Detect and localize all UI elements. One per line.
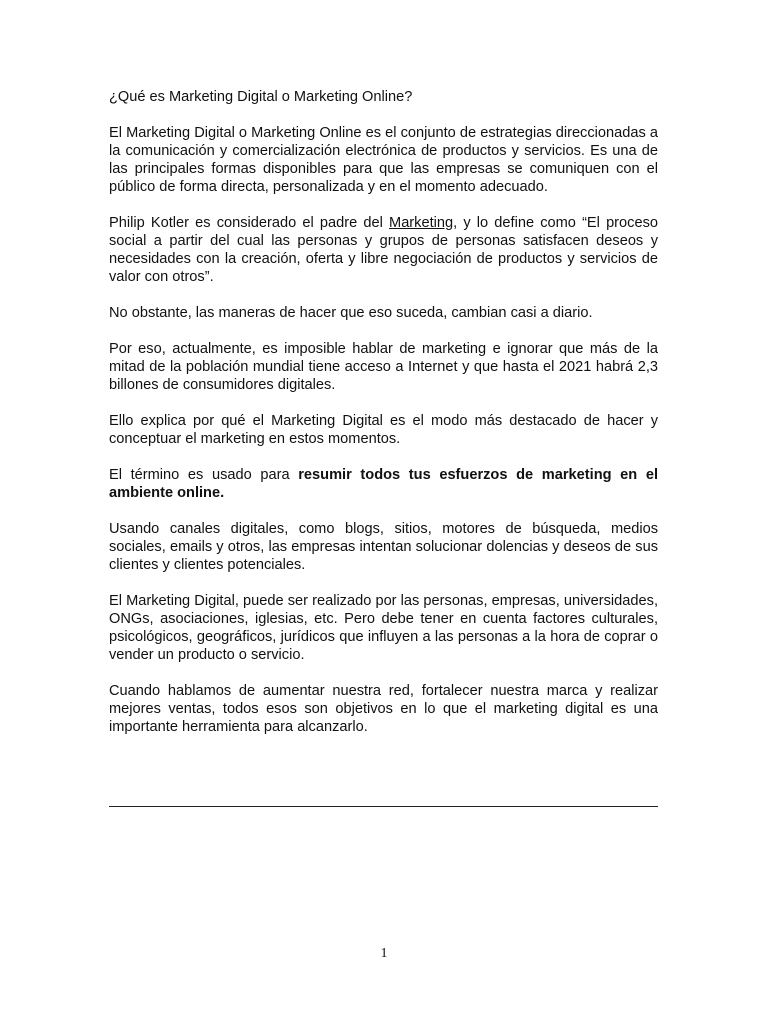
paragraph-termino (109, 466, 658, 502)
paragraph-definition: El Marketing Digital o Marketing Online es el conjunto de estrategias direccionadas a la comunicación y comercialización electrónica de productos y servicios. Es una de las principales formas disponibles para que las empresas se comuniquen con el público de forma directa, personalizada y en el momento adecuado. (109, 125, 658, 195)
paragraph-kotler-text-start: Philip Kotler es considerado el padre del (109, 215, 390, 231)
document-body (109, 88, 658, 754)
footer-divider (109, 806, 658, 807)
paragraph-no-obstante: No obstante, las maneras de hacer que eso suceda, cambian casi a diario. (109, 305, 593, 321)
page-number: 1 (380, 946, 388, 961)
paragraph-termino-bold: resumir todos tus esfuerzos de marketing en el ambiente online. (109, 467, 659, 501)
paragraph-canales: Usando canales digitales, como blogs, sitios, motores de búsqueda, medios sociales, emails y otros, las empresas intentan solucionar dolencias y deseos de sus clientes y clientes potenciales. (109, 521, 658, 573)
paragraph-por-eso: Por eso, actualmente, es imposible hablar de marketing e ignorar que más de la mitad de la población mundial tiene acceso a Internet y que hasta el 2021 habrá 2,3 billones de consumidores digitales. (109, 341, 658, 393)
paragraph-kotler-text-end: , y lo define como “El proceso social a partir del cual las personas y grupos de personas satisfacen deseos y necesidades con la creación, oferta y libre negociación de productos y servicios de valor con otros”. (109, 215, 658, 285)
paragraph-conclusion: Cuando hablamos de aumentar nuestra red, fortalecer nuestra marca y realizar mejores ventas, todos esos son objetivos en lo que el marketing digital es una importante herramienta para alcanzarlo. (109, 683, 658, 735)
marketing-link[interactable]: Marketing (389, 215, 454, 231)
document-title: ¿Qué es Marketing Digital o Marketing Online? (109, 89, 413, 105)
paragraph-termino-text: El término es usado para (109, 467, 299, 483)
paragraph-kotler (109, 214, 658, 286)
paragraph-realizado: El Marketing Digital, puede ser realizado por las personas, empresas, universidades, ONGs, asociaciones, iglesias, etc. Pero debe tener en cuenta factores culturales, psicológicos, geográficos, jurídicos que influyen a las personas a la hora de coprar o vender un producto o servicio. (109, 593, 658, 663)
paragraph-ello-explica: Ello explica por qué el Marketing Digital es el modo más destacado de hacer y conceptuar el marketing en estos momentos. (109, 413, 658, 447)
